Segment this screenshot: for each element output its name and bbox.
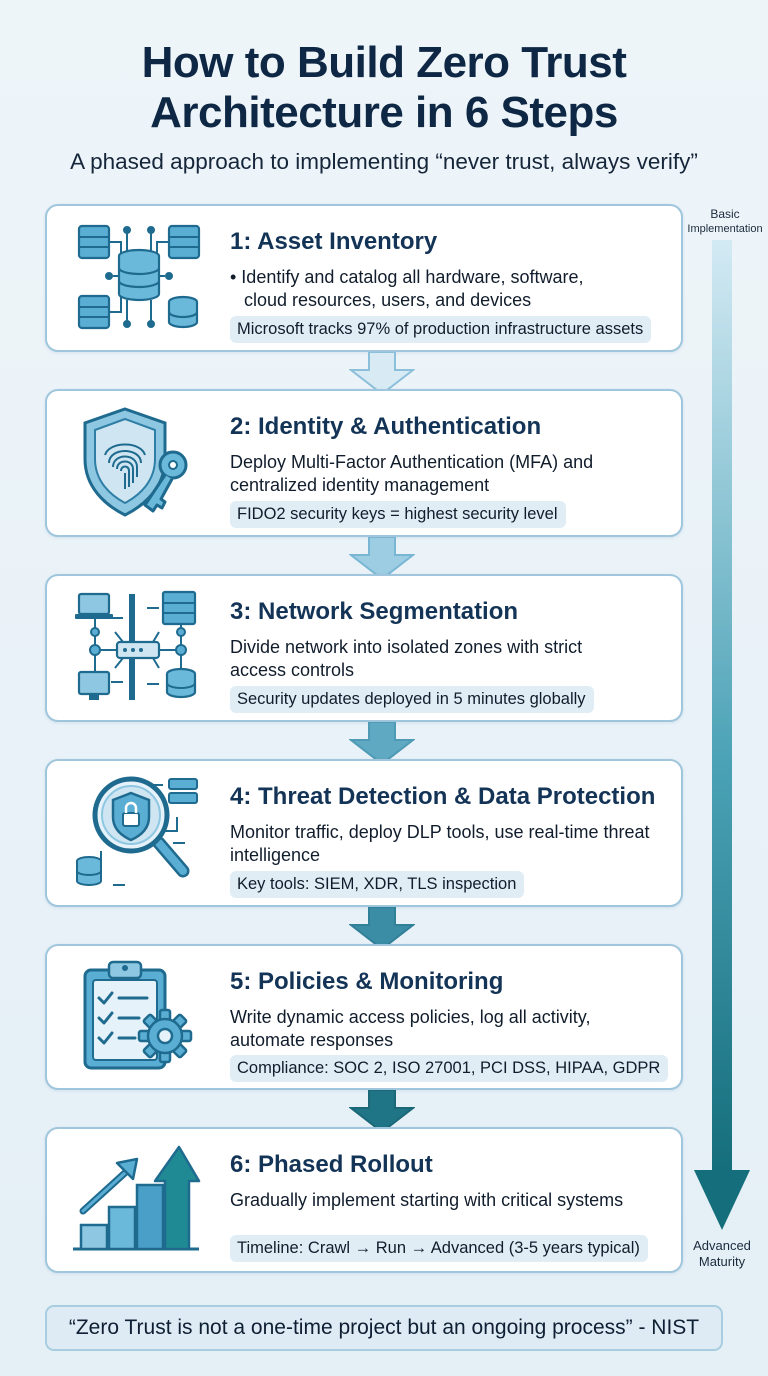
step-description-line2: cloud resources, users, and devices — [244, 290, 532, 310]
clipboard-checklist-gear-icon — [73, 958, 203, 1076]
footer-quote: “Zero Trust is not a one-time project but an ongoing process” - NIST — [45, 1305, 723, 1351]
step-title: 2: Identity & Authentication — [230, 413, 542, 440]
step-card-5 — [45, 944, 683, 1090]
step-description: Write dynamic access policies, log all activity, automate responses — [230, 1007, 591, 1050]
step-description — [230, 266, 670, 312]
step-title: 5: Policies & Monitoring — [230, 968, 504, 995]
title-line-1: How to Build Zero Trust — [141, 38, 627, 87]
page-subtitle: A phased approach to implementing “never trust, always verify” — [70, 149, 698, 174]
flow-arrow-down — [349, 907, 415, 949]
step-title: 6: Phased Rollout — [230, 1151, 433, 1178]
page-title — [0, 38, 768, 138]
step-card-6 — [45, 1127, 683, 1273]
flow-arrow-down — [349, 537, 415, 579]
maturity-start-line1: Basic — [710, 207, 740, 221]
step-note: Security updates deployed in 5 minutes globally — [230, 686, 594, 713]
step-card-2 — [45, 389, 683, 537]
step-title: 1: Asset Inventory — [230, 228, 438, 255]
network-segmentation-icon — [73, 588, 203, 706]
step-description: Gradually implement starting with critical systems — [230, 1190, 624, 1210]
maturity-start-line2: Implementation — [687, 223, 763, 235]
step-description: Deploy Multi-Factor Authentication (MFA) and centralized identity management — [230, 452, 594, 495]
step-title: 4: Threat Detection & Data Protection — [230, 783, 656, 810]
title-line-2: Architecture in 6 Steps — [150, 88, 618, 137]
shield-fingerprint-key-icon — [73, 403, 203, 521]
magnifier-shield-lock-icon — [73, 773, 203, 891]
step-note: Key tools: SIEM, XDR, TLS inspection — [230, 871, 524, 898]
step-card-4 — [45, 759, 683, 907]
step-card-3 — [45, 574, 683, 722]
step-note: Timeline: Crawl → Run → Advanced (3-5 years typical) — [230, 1235, 648, 1262]
server-database-network-icon — [73, 218, 203, 336]
step-description-line1: • Identify and catalog all hardware, software, — [230, 267, 584, 287]
step-description: Divide network into isolated zones with strict access controls — [230, 637, 583, 680]
step-note: Compliance: SOC 2, ISO 27001, PCI DSS, HIPAA, GDPR — [230, 1055, 668, 1082]
step-note: Microsoft tracks 97% of production infrastructure assets — [230, 316, 651, 343]
step-card-1 — [45, 204, 683, 352]
maturity-arrow — [692, 240, 752, 1232]
step-description: Monitor traffic, deploy DLP tools, use real-time threat intelligence — [230, 822, 650, 865]
maturity-end-line1: Advanced — [693, 1238, 751, 1253]
flow-arrow-down — [349, 352, 415, 394]
step-note: FIDO2 security keys = highest security level — [230, 501, 566, 528]
flow-arrow-down — [349, 1090, 415, 1132]
growth-bar-chart-arrow-icon — [73, 1141, 203, 1259]
maturity-start-label — [682, 207, 768, 237]
flow-arrow-down — [349, 722, 415, 764]
maturity-end-label — [682, 1238, 762, 1270]
step-title: 3: Network Segmentation — [230, 598, 519, 625]
maturity-end-line2: Maturity — [698, 1254, 746, 1269]
